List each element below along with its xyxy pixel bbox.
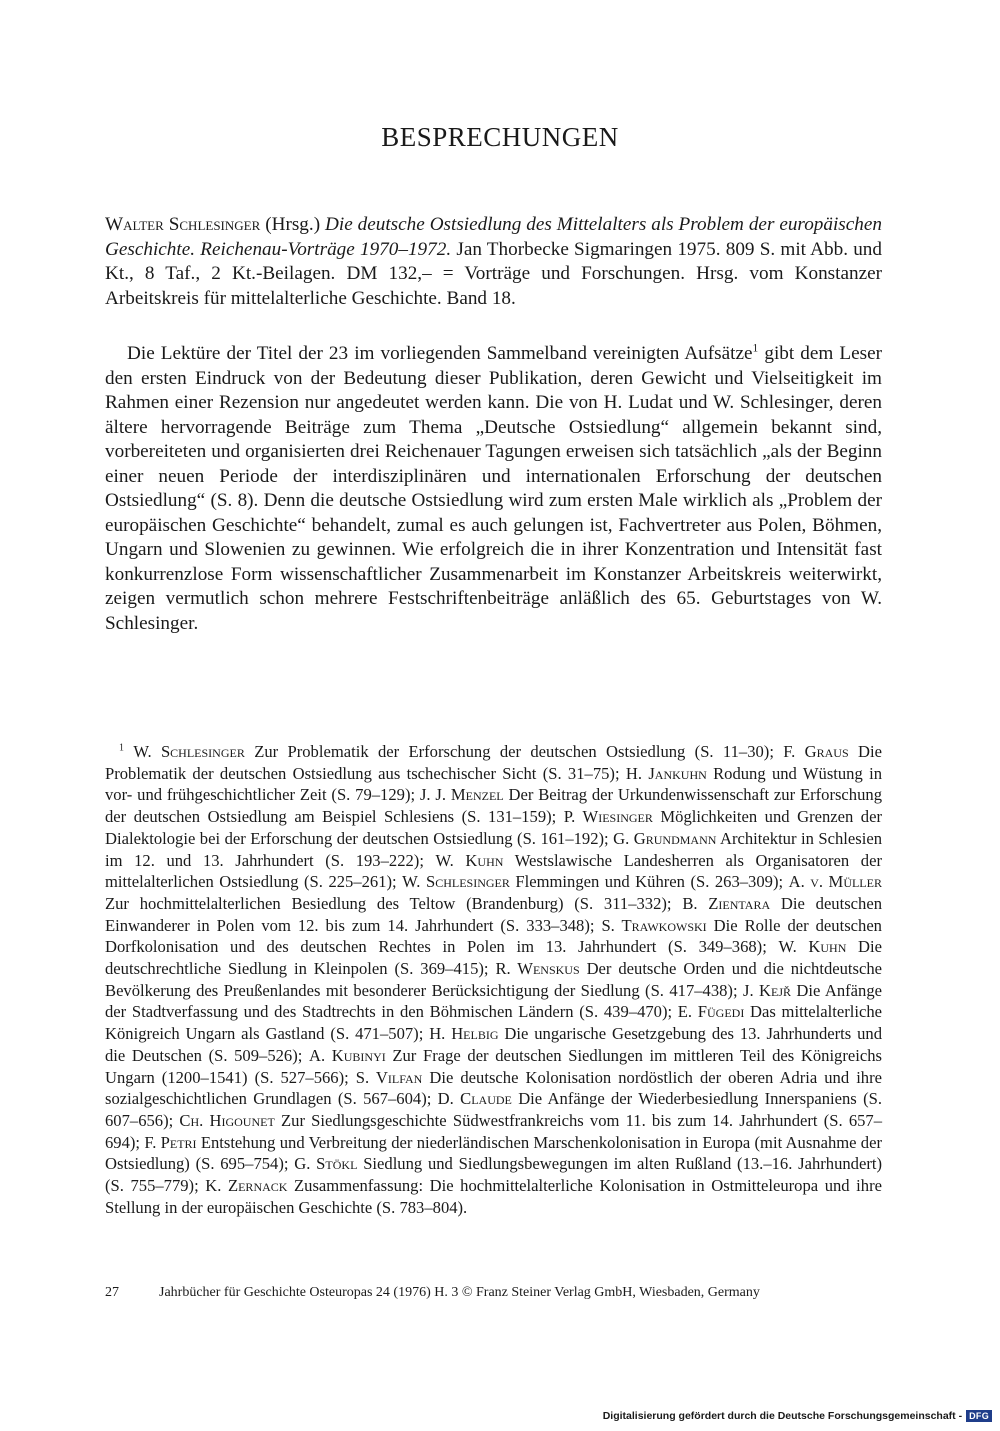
footnote-entry-author: P. Wiesinger: [563, 807, 653, 827]
footnote-reference: 1: [752, 342, 759, 355]
footnote-mark: 1: [119, 742, 124, 754]
footnote-entry-title: Rodung und Wüstung in vor- und frühgeschichtlicher Zeit (S. 79–129);: [105, 763, 882, 805]
footnote-entry-title: Das mittelalterliche Königreich Ungarn als Gastland (S. 471–507);: [105, 1002, 882, 1044]
dfg-logo: DFG: [966, 1410, 992, 1422]
journal-line: Jahrbücher für Geschichte Osteuropas 24 (1976) H. 3 © Franz Steiner Verlag GmbH, Wiesbaden, Germany: [159, 1285, 760, 1300]
footnote-entry-author: J. J. Menzel: [419, 785, 504, 805]
footnote-entry-title: Die deutschrechtliche Siedlung in Kleinpolen (S. 369–415);: [105, 937, 882, 979]
footnote-entry-title: Zur hochmittelalterlichen Besiedlung des Teltow (Brandenburg) (S. 311–332);: [105, 893, 683, 913]
review-paragraph: [105, 342, 882, 636]
footnote-entry-author: W. Schlesinger: [133, 742, 245, 761]
footnote-entry-title: Zur Problematik der Erforschung der deutschen Ostsiedlung (S. 11–30);: [254, 742, 784, 761]
footnote-entry-author: Ch. Higounet: [179, 1110, 275, 1130]
page-footer: [105, 1284, 882, 1302]
footnote-entry-author: K. Zernack: [205, 1176, 288, 1196]
citation-author: Walter Schlesinger: [105, 214, 261, 235]
footnote-entry-title: Zur Frage der deutschen Siedlungen im mittleren Teil des Königreichs Ungarn (1200–1541) (S. 527–566);: [105, 1045, 882, 1087]
footnote-entry-author: W. Schlesinger: [402, 872, 510, 892]
footnote-entry-title: Die deutsche Kolonisation nordöstlich der oberen Adria und ihre sozialgeschichtlichen Grundlagen (S. 567–604);: [105, 1067, 882, 1109]
footnote-entry-author: W. Kuhn: [778, 937, 847, 957]
footnote-entry-author: A. Kubinyi: [308, 1045, 386, 1065]
footnote-entry-title: Zur Siedlungsgeschichte Südwestfrankreichs vom 11. bis zum 14. Jahrhundert (S. 657–694);: [105, 1110, 883, 1152]
footnote-entry-author: S. Trawkowski: [601, 915, 707, 935]
footnote-entry-author: J. Kejř: [742, 980, 791, 1000]
footnote-entry-title: Die ungarische Gesetzgebung des 13. Jahrhunderts und die Deutschen (S. 509–526);: [105, 1024, 882, 1065]
footnote-entry-author: W. Kuhn: [435, 850, 504, 870]
footnote-entry-title: Entstehung und Verbreitung der niederländischen Marschenkolonisation in Europa (mit Ausnahme der Ostsiedlung) (S. 695–754);: [105, 1132, 882, 1174]
footnote-entry-author: F. Petri: [144, 1132, 197, 1152]
book-citation: [105, 213, 882, 311]
footnote-entry-title: Architektur in Schlesien im 12. und 13. Jahrhundert (S. 193–222);: [105, 828, 882, 870]
footnote-entry-title: Der Beitrag der Urkundenwissenschaft zur Erforschung der deutschen Ostsiedlung am Beispiel Schlesiens (S. 131–159);: [105, 785, 882, 827]
citation-details: Jan Thorbecke Sigmaringen 1975. 809 S. mit Abb. und Kt., 8 Taf., 2 Kt.-Beilagen. DM 132,– = Vorträge und Forschungen. Hrsg. vom Konstanzer Arbeitskreis für mittelalterliche Geschichte. Band 18.: [105, 238, 882, 309]
footnote-entry-author: G. Grundmann: [613, 828, 717, 848]
review-text-rest: gibt dem Leser den ersten Eindruck von der Bedeutung dieser Publikation, deren Gewicht und Vielseitigkeit im Rahmen einer Rezension nur angedeutet werden kann. Die von H. Ludat und W. Schlesinger, deren ältere hervorragende Beiträge zum Thema „Deutsche Ostsiedlung“ allgemein bekannt sind, vorbereiteten und organisierten drei Reichenauer Tagungen erweisen sich tatsächlich „als der Beginn einer neuen Periode der interdisziplinären und internationalen Erforschung der deutschen Ostsiedlung“ (S. 8). Denn die deutsche Ostsiedlung wird zum ersten Male wirklich als „Problem der europäischen Geschichte“ behandelt, zumal es auch gelungen ist, Fachvertreter aus Polen, Böhmen, Ungarn und Slowenien zu gewinnen. Wie erfolgreich die in ihrer Konzentration und Intensität fast konkurrenzlose Form wissenschaftlicher Zusammenarbeit im Konstanzer Arbeitskreis weiterwirkt, zeigen vermutlich schon mehrere Festschriftenbeiträge anläßlich des 65. Geburtstages von W. Schlesinger.: [105, 343, 882, 634]
page-title: BESPRECHUNGEN: [381, 122, 619, 152]
footnote-entry-author: E. Fügedi: [677, 1002, 745, 1022]
footnote-entry-author: S. Vilfan: [355, 1067, 423, 1087]
review-text-start: Die Lektüre der Titel der 23 im vorliegenden Sammelband vereinigten Aufsätze: [127, 343, 753, 364]
footnote-entry-title: Die deutschen Einwanderer in Polen vom 12. bis zum 14. Jahrhundert (S. 333–348);: [105, 893, 882, 935]
footnote-entry-title: Die Problematik der deutschen Ostsiedlung aus tschechischer Sicht (S. 31–75);: [105, 742, 882, 783]
citation-book-title: Die deutsche Ostsiedlung des Mittelalters als Problem der europäischen Geschichte. Reichenau-Vorträge 1970–1972.: [105, 214, 882, 260]
footnote-entry-title: Die Rolle der deutschen Dorfkolonisation und des deutschen Rechtes in Polen im 13. Jahrhundert (S. 349–368);: [105, 915, 882, 957]
footnote-entry-title: Siedlung und Siedlungsbewegungen im alten Rußland (13.–16. Jahrhundert) (S. 755–779);: [105, 1154, 882, 1196]
footnote-entry-author: A. v. Müller: [788, 872, 882, 892]
footnote: [105, 741, 882, 1218]
footnote-entry-title: Flemmingen und Kühren (S. 263–309);: [515, 872, 789, 892]
footnote-entry-author: D. Claude: [437, 1089, 512, 1109]
footnote-entry-author: H. Helbig: [429, 1024, 499, 1044]
footnote-entry-title: Möglichkeiten und Grenzen der Dialektologie bei der Erforschung der deutschen Ostsiedlung (S. 161–192);: [105, 807, 882, 848]
footnote-entry-author: G. Stökl: [294, 1154, 358, 1174]
footnote-entry-title: Der deutsche Orden und die nichtdeutsche Bevölkerung des Preußenlandes mit besonderer Berücksichtigung der Siedlung (S. 417–438);: [105, 959, 882, 1000]
footnote-entry-author: F. Graus: [783, 742, 849, 761]
page-number: 27: [105, 1285, 119, 1300]
funding-note-text: Digitalisierung gefördert durch die Deutsche Forschungsgemeinschaft -: [602, 1410, 963, 1422]
footnote-entry-author: B. Zientara: [682, 893, 771, 913]
footnote-entry-author: H. Jankuhn: [625, 763, 707, 783]
footnote-entry-title: Die Anfänge der Stadtverfassung und des Stadtrechts in den Böhmischen Ländern (S. 439–470);: [105, 980, 883, 1022]
funding-note: [603, 1410, 992, 1422]
footnote-entry-title: Zusammenfassung: Die hochmittelalterliche Kolonisation in Ostmitteleuropa und ihre Stellung in der europäischen Geschichte (S. 783–804).: [105, 1176, 882, 1217]
footnote-entry-author: R. Wenskus: [495, 959, 580, 979]
citation-editor-mark: (Hrsg.): [260, 214, 326, 235]
footnote-entry-title: Westslawische Landesherren als Organisatoren der mittelalterlichen Ostsiedlung (S. 225–261);: [105, 850, 882, 892]
footnote-entry-title: Die Anfänge der Wiederbesiedlung Innerspaniens (S. 607–656);: [105, 1089, 882, 1130]
